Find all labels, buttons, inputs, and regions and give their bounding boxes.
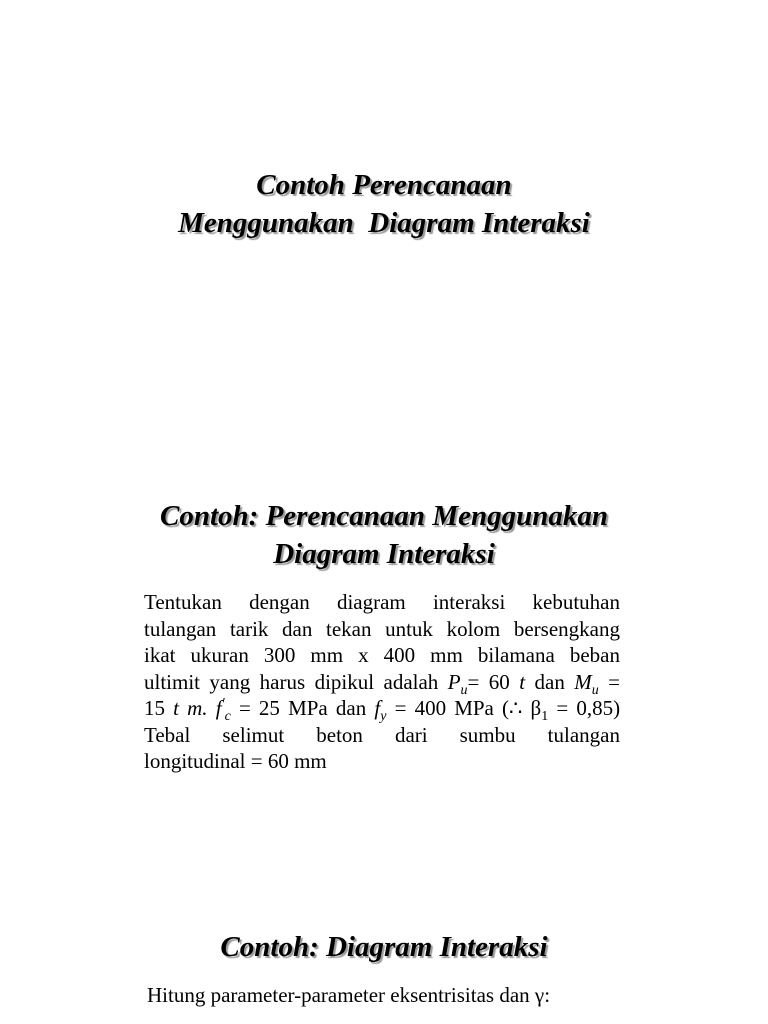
beta-expression: = 400 MPa (∴ $\beta_1$	[394, 696, 549, 725]
slide-2-title-line-1: Contoh: Perencanaan Menggunakan	[160, 500, 608, 532]
problem-paragraph	[144, 589, 620, 775]
paragraph-line-5: 15 t m. $f'_c = 25$ MPa dan $f_y = 400$ MPa (∴ $\beta_1 = 0,85$)	[144, 696, 621, 725]
paragraph-line-1: Tentukan dengan diagram interaksi kebutuhan	[144, 590, 620, 614]
slide-1-title	[0, 166, 768, 242]
paragraph-line-4: ultimit yang harus dipikul adalah $P_u= 60$ t dan $M_u$ =	[144, 669, 621, 698]
paragraph-line-2: tulangan tarik dan tekan untuk kolom bersengkang	[144, 616, 620, 641]
fc-symbol: $f'_c$	[215, 696, 231, 725]
slide-2-title	[0, 497, 768, 573]
slide-2-title-line-2: Diagram Interaksi	[273, 538, 495, 570]
paragraph-line-7: longitudinal = 60 mm	[144, 749, 327, 773]
paragraph-line-3: ikat ukuran 300 mm x 400 mm bilamana beban	[144, 643, 620, 667]
slide-3-text: Hitung parameter-parameter eksentrisitas dan γ:	[147, 983, 551, 1007]
slide-1-title-line-1: Contoh Perencanaan	[256, 169, 512, 201]
m-u-symbol: $M_u$	[574, 669, 599, 698]
fy-symbol: $f_y$	[374, 696, 387, 725]
p-u-symbol: $P_u$	[447, 669, 468, 698]
slide-3-title: Contoh: Diagram Interaksi	[220, 931, 548, 963]
slide-1-title-line-2: Menggunakan Diagram Interaksi	[178, 207, 590, 239]
paragraph-line-6: Tebal selimut beton dari sumbu tulangan	[144, 722, 620, 747]
